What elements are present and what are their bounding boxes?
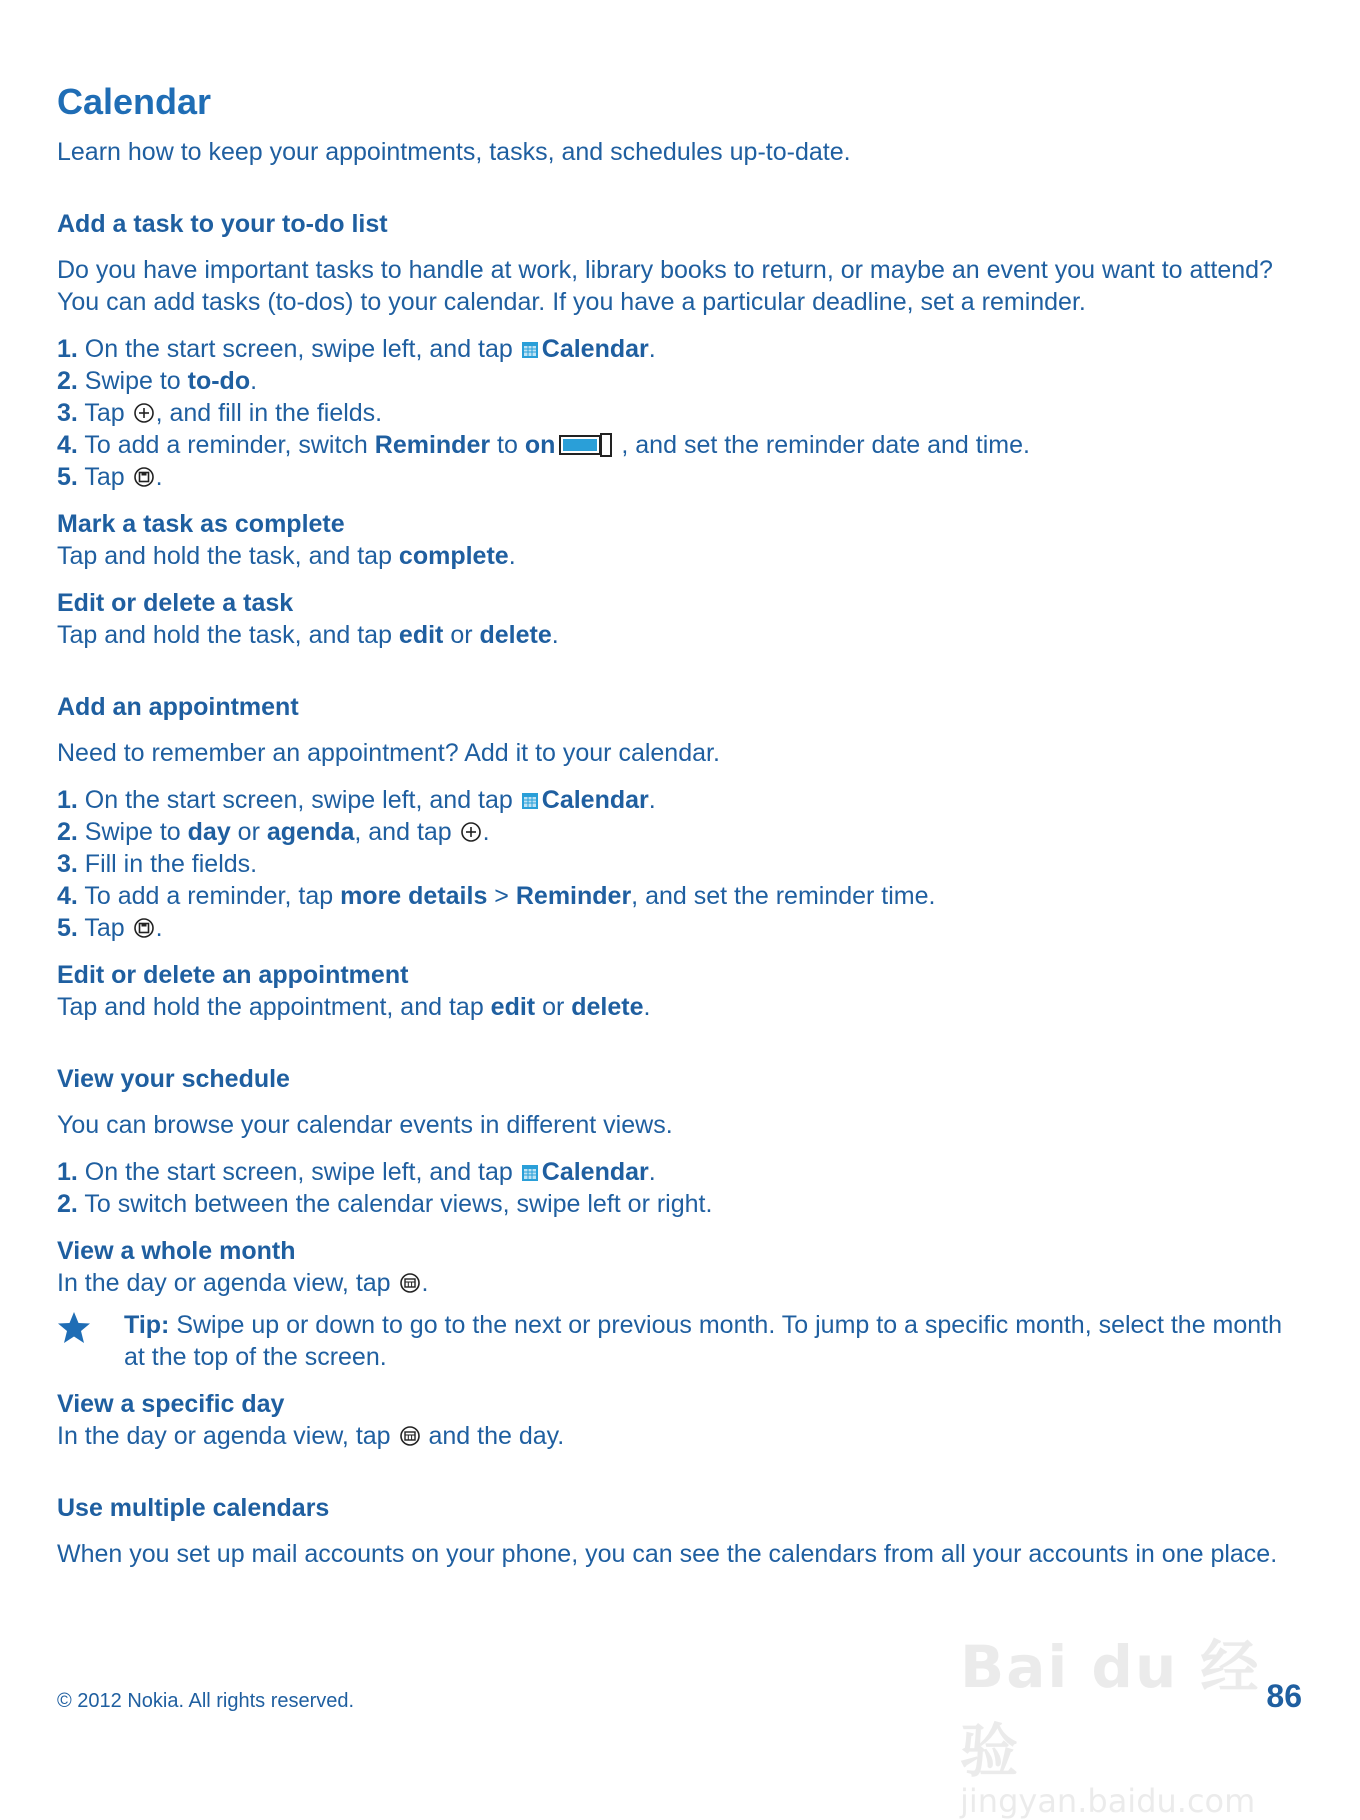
todo-step-5: 5. Tap . — [57, 463, 163, 491]
appointment-step-2: 2. Swipe to day or agenda, and tap . — [57, 818, 490, 846]
month-circle-icon — [399, 1425, 421, 1447]
complete-task-text: Tap and hold the task, and tap complete. — [57, 542, 516, 570]
page-intro: Learn how to keep your appointments, tasks, and schedules up-to-date. — [57, 138, 851, 166]
calendar-icon — [521, 1164, 539, 1182]
schedule-step-2: 2. To switch between the calendar views, swipe left or right. — [57, 1190, 713, 1218]
calendar-icon — [521, 792, 539, 810]
tip-label: Tip: — [124, 1311, 170, 1339]
toggle-on-icon — [559, 433, 617, 457]
appointment-step-5: 5. Tap . — [57, 914, 163, 942]
todo-step-1: 1. On the start screen, swipe left, and tap Calendar. — [57, 335, 656, 363]
edit-task-text: Tap and hold the task, and tap edit or delete. — [57, 621, 559, 649]
schedule-heading: View your schedule — [57, 1065, 290, 1093]
appointment-step-4: 4. To add a reminder, tap more details > Reminder, and set the reminder time. — [57, 882, 936, 910]
schedule-step-1: 1. On the start screen, swipe left, and tap Calendar. — [57, 1158, 656, 1186]
add-circle-icon — [460, 821, 482, 843]
todo-step-3: 3. Tap , and fill in the fields. — [57, 399, 383, 427]
month-circle-icon — [399, 1272, 421, 1294]
appointment-paragraph: Need to remember an appointment? Add it to your calendar. — [57, 739, 720, 767]
multiple-calendars-heading: Use multiple calendars — [57, 1494, 330, 1522]
tip-text: Swipe up or down to go to the next or previous month. To jump to a specific month, select the month at the top of the screen. — [124, 1311, 1283, 1371]
todo-step-4: 4. To add a reminder, switch Reminder to on , and set the reminder date and time. — [57, 431, 1030, 459]
todo-heading: Add a task to your to-do list — [57, 210, 388, 238]
multiple-calendars-paragraph: When you set up mail accounts on your phone, you can see the calendars from all your accounts in one place. — [57, 1540, 1278, 1568]
baidu-watermark — [960, 1620, 1280, 1820]
footer-copyright: © 2012 Nokia. All rights reserved. — [57, 1690, 355, 1712]
star-icon — [57, 1311, 91, 1345]
specific-day-heading: View a specific day — [57, 1390, 285, 1418]
todo-paragraph: Do you have important tasks to handle at work, library books to return, or maybe an event you want to attend? You can add tasks (to-dos) to your calendar. If you have a particular deadline, set a reminder. — [57, 256, 1273, 316]
edit-appointment-text: Tap and hold the appointment, and tap edit or delete. — [57, 993, 651, 1021]
whole-month-text: In the day or agenda view, tap . — [57, 1269, 429, 1297]
appointment-steps — [57, 784, 1307, 944]
schedule-steps — [57, 1156, 1307, 1220]
page-title: Calendar — [57, 81, 212, 122]
appointment-step-1: 1. On the start screen, swipe left, and tap Calendar. — [57, 786, 656, 814]
edit-task-heading: Edit or delete a task — [57, 589, 294, 617]
save-circle-icon — [133, 466, 155, 488]
add-circle-icon — [133, 402, 155, 424]
watermark-top: Bai du 经验 — [960, 1633, 1261, 1785]
calendar-icon — [521, 341, 539, 359]
edit-appointment-heading: Edit or delete an appointment — [57, 961, 409, 989]
todo-step-2: 2. Swipe to to-do. — [57, 367, 258, 395]
todo-steps — [57, 333, 1307, 493]
specific-day-text: In the day or agenda view, tap and the day. — [57, 1422, 565, 1450]
complete-task-heading: Mark a task as complete — [57, 510, 345, 538]
whole-month-heading: View a whole month — [57, 1237, 296, 1265]
schedule-paragraph: You can browse your calendar events in different views. — [57, 1111, 673, 1139]
document-page — [57, 82, 1307, 1585]
tip-box — [57, 1309, 1307, 1373]
appointment-step-3: 3. Fill in the fields. — [57, 850, 258, 878]
save-circle-icon — [133, 917, 155, 939]
page-number: 86 — [1266, 1678, 1302, 1714]
watermark-bottom: jingyan.baidu.com — [960, 1782, 1256, 1820]
appointment-heading: Add an appointment — [57, 693, 299, 721]
